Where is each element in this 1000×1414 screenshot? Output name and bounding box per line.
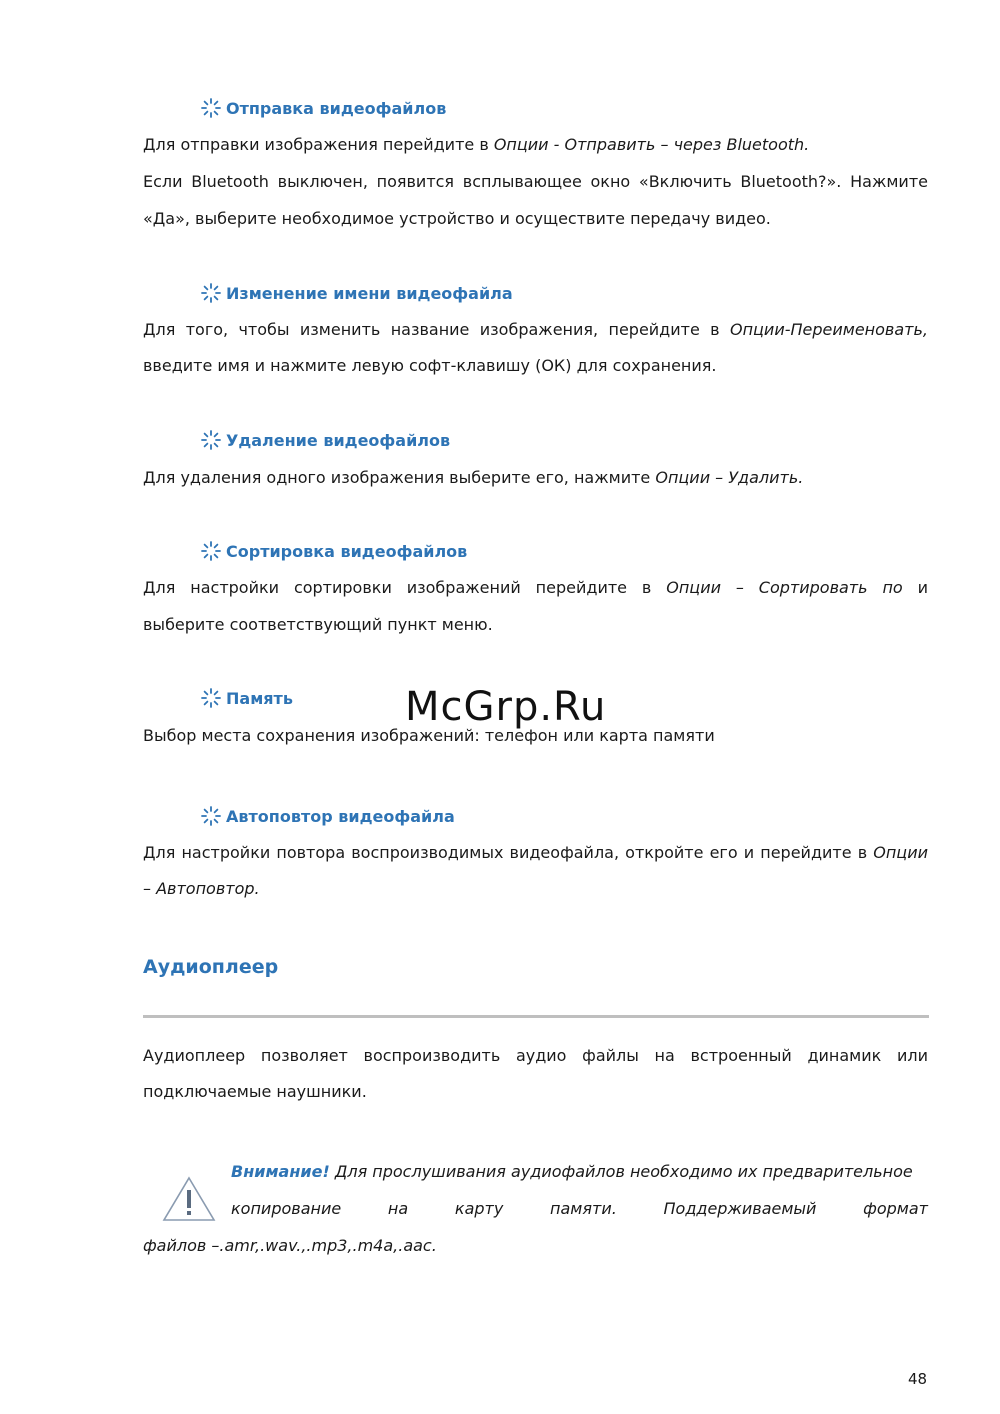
section-heading-delete xyxy=(200,428,450,452)
italic-text: Опции – Сортировать по xyxy=(666,578,903,597)
heading-text: Удаление видеофайлов xyxy=(226,430,451,450)
italic-text: копирование на карту памяти. Поддерживаемый формат xyxy=(231,1199,928,1218)
paragraph-line: выберите соответствующий пункт меню. xyxy=(143,615,493,634)
note-line xyxy=(231,1162,928,1181)
section-heading-sort xyxy=(200,539,467,563)
sparkle-icon xyxy=(200,687,222,709)
heading-text: Автоповтор видеофайла xyxy=(226,806,455,826)
paragraph-line xyxy=(143,135,928,154)
sparkle-icon xyxy=(200,429,222,451)
paragraph-line xyxy=(143,468,928,487)
italic-text: Опции – Удалить. xyxy=(655,468,804,487)
section-heading-repeat xyxy=(200,804,455,828)
sparkle-icon xyxy=(200,97,222,119)
italic-text: Опции xyxy=(873,843,928,862)
sparkle-icon xyxy=(200,805,222,827)
sparkle-icon xyxy=(200,282,222,304)
divider xyxy=(143,1015,929,1018)
paragraph-line xyxy=(143,879,928,898)
text: Для настройки сортировки изображений перейдите в xyxy=(143,578,667,597)
paragraph-line: введите имя и нажмите левую софт-клавишу (ОК) для сохранения. xyxy=(143,356,717,375)
paragraph-line: подключаемые наушники. xyxy=(143,1082,367,1101)
text: Для настройки повтора воспроизводимых видеофайла, откройте его и перейдите в xyxy=(143,843,874,862)
note-label: Внимание! xyxy=(231,1162,330,1181)
text: Для того, чтобы изменить название изображения, перейдите в xyxy=(143,320,730,339)
paragraph-line xyxy=(143,843,928,862)
italic-text: – Автоповтор. xyxy=(143,879,260,898)
italic-text: Опции - Отправить – через Bluetooth. xyxy=(493,135,810,154)
heading-text: Отправка видеофайлов xyxy=(226,98,447,118)
heading-text: Изменение имени видеофайла xyxy=(226,283,513,303)
heading-text: Память xyxy=(226,688,293,708)
text: Для удаления одного изображения выберите его, нажмите xyxy=(143,468,656,487)
paragraph-line xyxy=(143,320,928,339)
section-heading-rename xyxy=(200,281,513,305)
italic-text: Для прослушивания аудиофайлов необходимо их предварительное xyxy=(329,1162,913,1181)
paragraph-line: «Да», выберите необходимое устройство и осуществите передачу видео. xyxy=(143,209,771,228)
note-line xyxy=(231,1199,928,1218)
section-heading-send xyxy=(200,96,446,120)
watermark: McGrp.Ru xyxy=(405,684,607,730)
sparkle-icon xyxy=(200,540,222,562)
note-line xyxy=(143,1236,928,1255)
audio-title: Аудиоплеер xyxy=(143,956,279,978)
heading-text: Сортировка видеофайлов xyxy=(226,541,468,561)
section-heading-memory xyxy=(200,686,293,710)
text: Для отправки изображения перейдите в xyxy=(143,135,494,154)
paragraph-line: Аудиоплеер позволяет воспроизводить аудио файлы на встроенный динамик или xyxy=(143,1046,928,1065)
italic-text: файлов –.amr,.wav.,.mp3,.m4a,.aac. xyxy=(143,1236,437,1255)
page-number: 48 xyxy=(908,1370,928,1388)
paragraph-line: Выбор места сохранения изображений: телефон или карта памяти xyxy=(143,726,715,745)
paragraph-line: Если Bluetooth выключен, появится всплывающее окно «Включить Bluetooth?». Нажмите xyxy=(143,172,928,191)
warning-triangle-icon xyxy=(162,1176,216,1222)
text: и xyxy=(902,578,929,597)
italic-text: Опции-Переименовать, xyxy=(729,320,928,339)
paragraph-line xyxy=(143,578,928,597)
